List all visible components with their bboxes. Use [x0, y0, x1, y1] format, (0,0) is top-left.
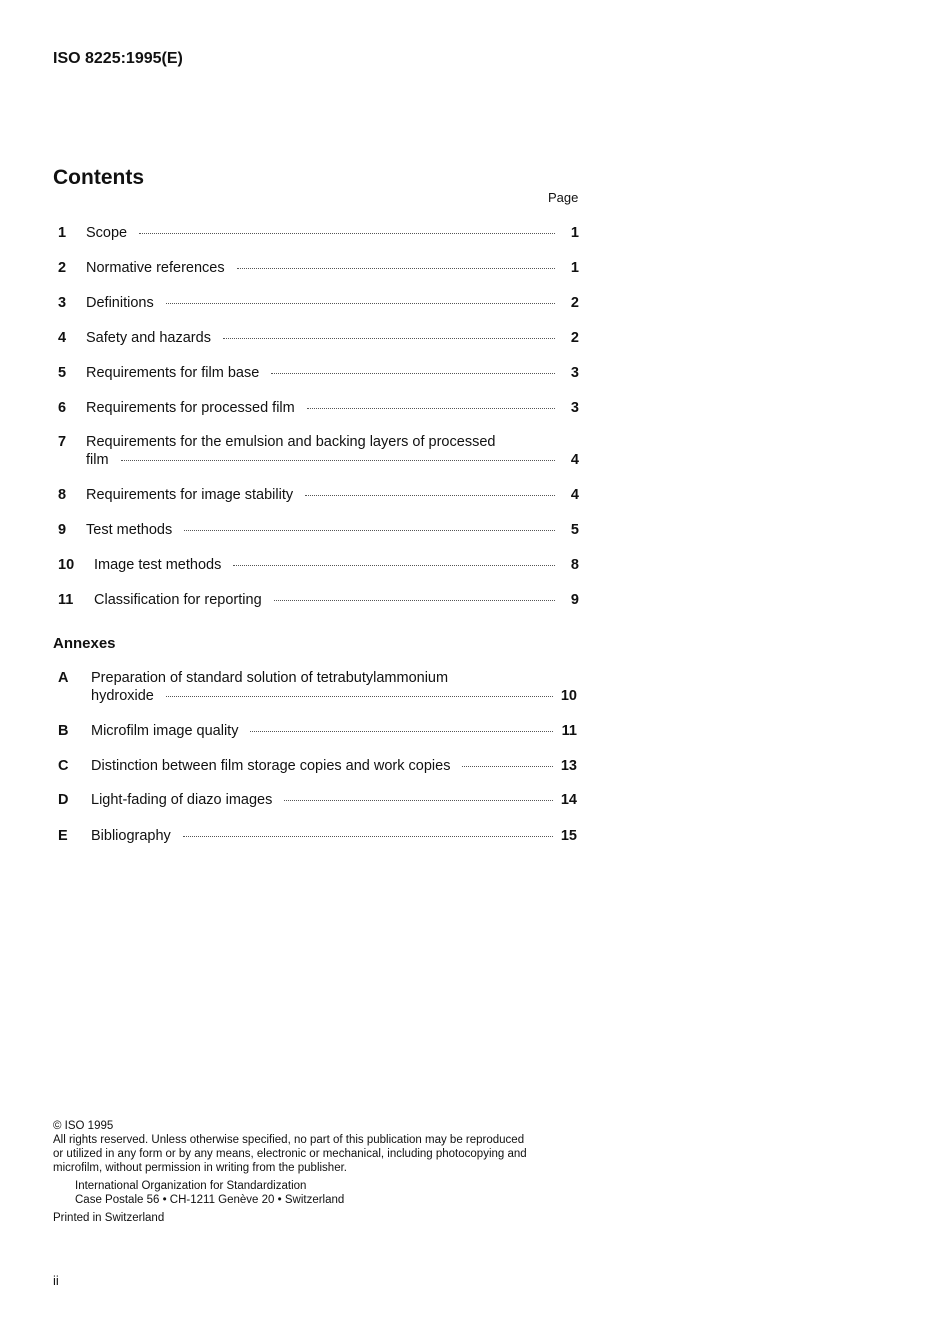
toc-entry-title: Definitions — [86, 295, 154, 311]
toc-entry-page: 4 — [570, 452, 579, 468]
page-number: ii — [53, 1273, 59, 1288]
annex-entry[interactable] — [53, 827, 577, 845]
dot-leader — [274, 600, 555, 601]
dot-leader — [184, 530, 555, 531]
toc-entry-number: 6 — [58, 400, 67, 416]
document-header-id: ISO 8225:1995(E) — [53, 50, 183, 67]
dot-leader — [121, 460, 555, 461]
toc-entry-title: Image test methods — [94, 557, 222, 573]
dot-leader — [307, 408, 555, 409]
toc-entry-title: Safety and hazards — [86, 330, 211, 346]
toc-entry[interactable] — [53, 259, 579, 277]
toc-entry[interactable] — [53, 433, 579, 469]
annex-entry-letter: C — [58, 758, 69, 774]
annex-entry-letter: A — [58, 670, 69, 686]
annex-entry-title: Microfilm image quality — [91, 723, 239, 739]
toc-entry-number: 7 — [58, 434, 67, 450]
annex-entry-title: Bibliography — [91, 828, 171, 844]
toc-entry-title: Requirements for the emulsion and backing layers of processed — [86, 434, 496, 450]
annex-entry-letter: D — [58, 792, 69, 808]
toc-entry-number: 1 — [58, 225, 67, 241]
toc-entry[interactable] — [53, 364, 579, 382]
annex-entry[interactable] — [53, 757, 577, 775]
page-column-label: Page — [548, 190, 579, 205]
toc-entry[interactable] — [53, 224, 579, 242]
toc-entry-title: Test methods — [86, 522, 173, 538]
toc-entry-title-continued: film — [86, 452, 109, 468]
annexes-heading: Annexes — [53, 635, 116, 652]
toc-entry-page: 1 — [570, 260, 579, 276]
toc-entry-number: 2 — [58, 260, 67, 276]
dot-leader — [183, 836, 553, 837]
toc-entry-title: Classification for reporting — [94, 592, 262, 608]
toc-entry-page: 3 — [570, 400, 579, 416]
toc-entry-page: 4 — [570, 487, 579, 503]
annex-entry-page: 15 — [560, 828, 577, 844]
toc-entry[interactable] — [53, 486, 579, 504]
annex-entry[interactable] — [53, 791, 577, 809]
annex-entry-page: 11 — [561, 723, 577, 739]
toc-entry[interactable] — [53, 521, 579, 539]
toc-entry[interactable] — [53, 591, 579, 609]
toc-entry-title: Requirements for image stability — [86, 487, 294, 503]
rights-notice-line: microfilm, without permission in writing from the publisher. — [53, 1162, 347, 1174]
toc-entry-page: 2 — [570, 330, 579, 346]
toc-entry-page: 5 — [570, 522, 579, 538]
organization-address: Case Postale 56 • CH-1211 Genève 20 • Switzerland — [75, 1194, 345, 1206]
annex-entry-page: 13 — [560, 758, 577, 774]
annex-entry-title-continued: hydroxide — [91, 688, 154, 704]
dot-leader — [166, 303, 555, 304]
toc-entry-page: 3 — [570, 365, 579, 381]
toc-entry-number: 8 — [58, 487, 67, 503]
rights-notice-line: or utilized in any form or by any means, electronic or mechanical, including photocopying and — [53, 1148, 527, 1160]
dot-leader — [271, 373, 555, 374]
dot-leader — [139, 233, 555, 234]
toc-entry-number: 5 — [58, 365, 67, 381]
dot-leader — [233, 565, 555, 566]
toc-entry-number: 3 — [58, 295, 67, 311]
toc-entry-page: 2 — [570, 295, 579, 311]
toc-entry[interactable] — [53, 294, 579, 312]
toc-entry-title: Scope — [86, 225, 128, 241]
toc-entry-number: 10 — [58, 557, 75, 573]
rights-notice-line: All rights reserved. Unless otherwise specified, no part of this publication may be reproduced — [53, 1134, 525, 1146]
copyright-line: © ISO 1995 — [53, 1120, 114, 1132]
toc-entry-page: 1 — [570, 225, 579, 241]
toc-entry-title: Requirements for processed film — [86, 400, 295, 416]
toc-entry-page: 9 — [570, 592, 579, 608]
copyright-block — [53, 1119, 593, 1225]
toc-entry[interactable] — [53, 329, 579, 347]
toc-entry-number: 11 — [58, 592, 74, 608]
toc-entry[interactable] — [53, 399, 579, 417]
annex-entry-title: Preparation of standard solution of tetrabutylammonium — [91, 670, 449, 686]
annex-entry[interactable] — [53, 722, 577, 740]
toc-entry-title: Normative references — [86, 260, 225, 276]
dot-leader — [284, 800, 553, 801]
annex-entry[interactable] — [53, 669, 577, 705]
annex-entry-letter: B — [58, 723, 69, 739]
dot-leader — [305, 495, 555, 496]
contents-title: Contents — [53, 166, 144, 189]
dot-leader — [250, 731, 553, 732]
printed-in: Printed in Switzerland — [53, 1212, 165, 1224]
annex-entry-page: 14 — [560, 792, 577, 808]
toc-entry-number: 4 — [58, 330, 67, 346]
dot-leader — [223, 338, 555, 339]
toc-entry-number: 9 — [58, 522, 67, 538]
toc-entry-page: 8 — [570, 557, 579, 573]
annex-entry-title: Light-fading of diazo images — [91, 792, 273, 808]
annex-entry-letter: E — [58, 828, 68, 844]
organization-name: International Organization for Standardization — [75, 1180, 307, 1192]
dot-leader — [166, 696, 553, 697]
toc-entry-title: Requirements for film base — [86, 365, 260, 381]
dot-leader — [237, 268, 555, 269]
toc-entry[interactable] — [53, 556, 579, 574]
dot-leader — [462, 766, 553, 767]
annex-entry-title: Distinction between film storage copies and work copies — [91, 758, 451, 774]
annex-entry-page: 10 — [560, 688, 577, 704]
